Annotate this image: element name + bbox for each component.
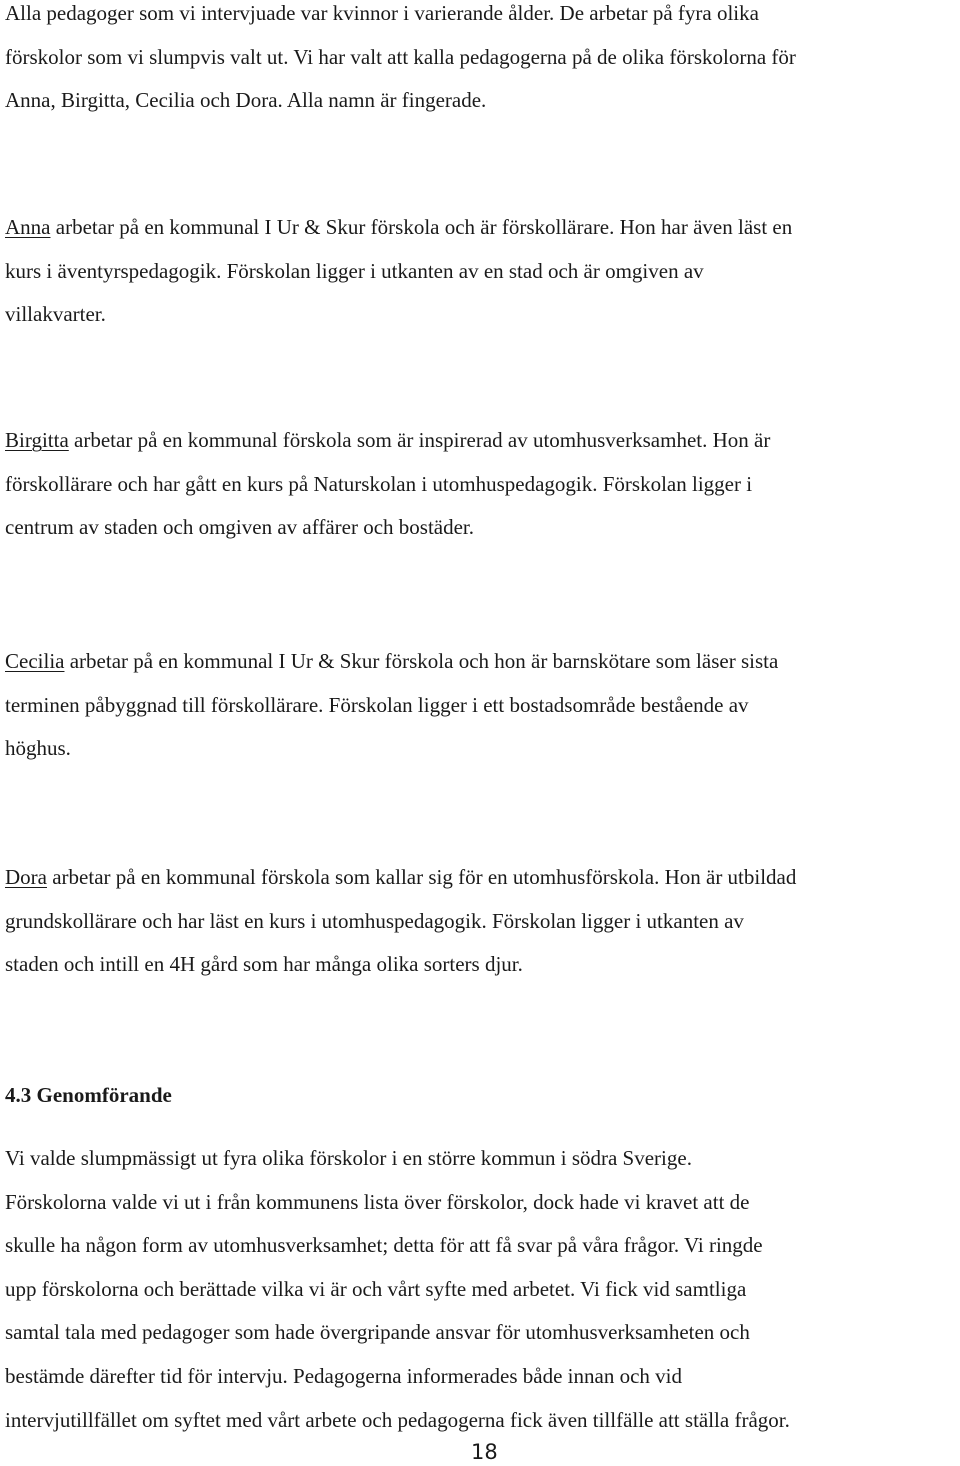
method-line: upp förskolorna och berättade vilka vi är och vårt syfte med arbetet. Vi fick vid samtliga — [5, 1276, 747, 1301]
dora-paragraph — [5, 856, 796, 987]
birgitta-paragraph — [5, 419, 770, 550]
birgitta-name: Birgitta — [5, 428, 69, 452]
dora-line: grundskollärare och har läst en kurs i utomhuspedagogik. Förskolan ligger i utkanten av — [5, 908, 744, 933]
method-line: Förskolorna valde vi ut i från kommunens lista över förskolor, dock hade vi kravet att de — [5, 1189, 750, 1214]
anna-line — [5, 206, 792, 250]
birgitta-line — [5, 419, 770, 463]
cecilia-paragraph — [5, 640, 778, 771]
cecilia-line: höghus. — [5, 736, 71, 761]
anna-paragraph — [5, 206, 792, 337]
birgitta-line: förskollärare och har gått en kurs på Naturskolan i utomhuspedagogik. Förskolan ligger i — [5, 471, 753, 496]
intro-line: Alla pedagoger som vi intervjuade var kvinnor i varierande ålder. De arbetar på fyra olika — [5, 1, 759, 25]
method-line: skulle ha någon form av utomhusverksamhet; detta för att få svar på våra frågor. Vi ringde — [5, 1233, 763, 1258]
method-line: bestämde därefter tid för intervju. Pedagogerna informerades både innan och vid — [5, 1363, 682, 1388]
anna-name: Anna — [5, 215, 51, 239]
method-line: Vi valde slumpmässigt ut fyra olika förskolor i en större kommun i södra Sverige. — [5, 1146, 692, 1170]
birgitta-line: centrum av staden och omgiven av affärer och bostäder. — [5, 515, 475, 540]
birgitta-line-text: arbetar på en kommunal förskola som är inspirerad av utomhusverksamhet. Hon är — [68, 428, 771, 452]
section-heading: 4.3 Genomförande — [5, 1083, 172, 1107]
dora-line-text: arbetar på en kommunal förskola som kallar sig för en utomhusförskola. Hon är utbildad — [46, 865, 797, 889]
cecilia-line: terminen påbyggnad till förskollärare. Förskolan ligger i ett bostadsområde bestående av — [5, 692, 749, 717]
anna-line: kurs i äventyrspedagogik. Förskolan ligger i utkanten av en stad och är omgiven av — [5, 258, 704, 283]
method-paragraph — [5, 1137, 790, 1442]
cecilia-line-text: arbetar på en kommunal I Ur & Skur förskola och hon är barnskötare som läser sista — [64, 649, 779, 673]
cecilia-name: Cecilia — [5, 649, 65, 673]
anna-line: villakvarter. — [5, 302, 106, 327]
dora-line — [5, 856, 796, 900]
intro-line: förskolor som vi slumpvis valt ut. Vi har valt att kalla pedagogerna på de olika förskolorna för — [5, 44, 796, 69]
anna-line-text: arbetar på en kommunal I Ur & Skur förskola och är förskollärare. Hon har även läst en — [50, 215, 793, 239]
method-line: intervjutillfället om syftet med vårt arbete och pedagogerna fick även tillfälle att ställa frågor. — [5, 1407, 790, 1432]
cecilia-line — [5, 640, 778, 684]
dora-line: staden och intill en 4H gård som har många olika sorters djur. — [5, 952, 523, 977]
dora-name: Dora — [5, 865, 47, 889]
method-line: samtal tala med pedagoger som hade övergripande ansvar för utomhusverksamheten och — [5, 1320, 750, 1345]
intro-paragraph — [5, 0, 796, 123]
page-number: 18 — [471, 1440, 498, 1464]
intro-line: Anna, Birgitta, Cecilia och Dora. Alla namn är fingerade. — [5, 88, 487, 113]
